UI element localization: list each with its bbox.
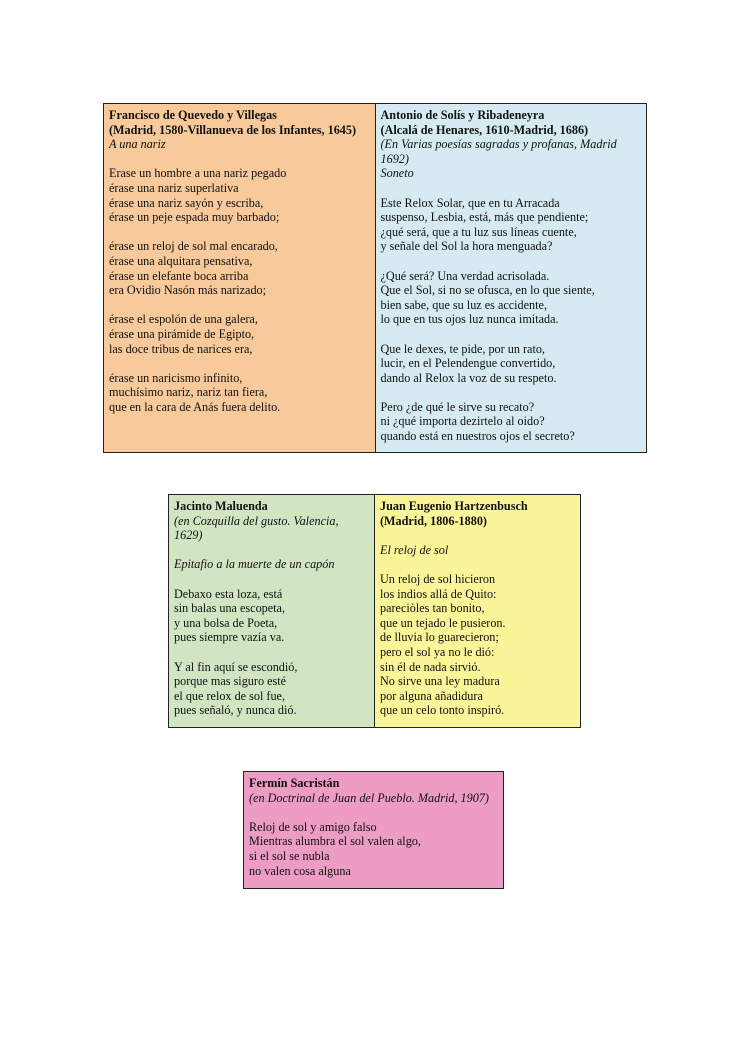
stanza [381,269,642,327]
verse-line: lo que en tus ojos luz nunca imitada. [380,312,559,327]
poem-sacristan [244,772,504,889]
stanza [381,342,642,386]
poem-verse [381,196,642,444]
verse-line: Debaxo esta loza, está [174,586,283,601]
poem-verse [109,166,370,414]
verse-line: sin balas una escopeta, [174,601,286,616]
poem-table-3 [243,771,504,889]
verse-line: Este Relox Solar, que en tu Arracada [380,195,560,210]
verse-line: que un celo tonto inspiró. [380,703,505,718]
verse-line: pues señaló, y nunca dió. [174,703,297,718]
poem-maluenda [169,495,375,728]
verse-line: pero el sol ya no le dió: [380,644,495,659]
verse-line: Y al fin aquí se escondió, [174,659,298,674]
verse-line: Mientras alumbra el sol valen algo, [249,834,421,849]
author-name: Jacinto Maluenda [174,499,268,513]
verse-line: no valen cosa alguna [249,863,351,878]
stanza [174,660,369,718]
verse-line: dando al Relox la voz de su respeto. [380,370,557,385]
poem-table-2 [168,494,581,728]
verse-line: érase el espolón de una galera, [109,312,258,327]
verse-line: que en la cara de Anás fuera delito. [109,399,281,414]
author-name: Juan Eugenio Hartzenbusch [380,499,528,513]
poem-verse [249,820,498,878]
poem-table-1 [103,103,647,453]
verse-line: suspenso, Lesbia, está, más que pendiente; [380,210,589,225]
verse-line: Que le dexes, te pide, por un rato, [380,341,545,356]
author-origin: (Alcalá de Henares, 1610-Madrid, 1686) [380,122,589,137]
verse-line: érase una nariz superlativa [109,180,239,195]
verse-line: érase una nariz sayón y escriba, [109,195,264,210]
verse-line: el que relox de sol fue, [174,688,286,703]
verse-line: si el sol se nubla [249,848,330,863]
poem-source: (en Doctrinal de Juan del Pueblo. Madrid, 1907) [249,790,489,805]
verse-line: quando está en nuestros ojos el secreto? [380,429,575,444]
poem-quevedo [104,104,376,453]
poem-source: (en Cozquilla del gusto. Valencia, 1629) [174,513,339,543]
verse-line: Pero ¿de qué le sirve su recato? [380,399,535,414]
author-origin: (Madrid, 1806-1880) [380,513,487,528]
poem-hartzenbusch [375,495,581,728]
stanza [381,400,642,444]
verse-line: érase una alquitara pensativa, [109,253,253,268]
author-name: Antonio de Solís y Ribadeneyra [380,108,545,122]
stanza [109,371,370,415]
verse-line: pues siempre vazía va. [174,630,285,645]
stanza [109,239,370,297]
verse-line: era Ovidio Nasón más narizado; [109,283,267,298]
verse-line: por alguna añadidura [380,688,483,703]
poem-title: El reloj de sol [380,542,449,557]
poem-verse [380,572,575,718]
verse-line: érase una pirámide de Egipto, [109,326,255,341]
verse-line: Erase un hombre a una nariz pegado [109,166,287,181]
verse-line: ¿qué será, que a tu luz sus líneas cuente, [380,224,577,239]
poem-verse [174,587,369,718]
stanza [109,166,370,224]
verse-line: ¿Qué será? Una verdad acrisolada. [380,268,550,283]
verse-line: Un reloj de sol hicieron [380,571,496,586]
stanza [380,572,575,718]
verse-line: muchísimo nariz, nariz tan fiera, [109,385,268,400]
verse-line: Que el Sol, si no se ofusca, en lo que siente, [380,283,595,298]
verse-line: lucir, en el Pelendengue convertido, [380,356,556,371]
stanza [109,312,370,356]
poem-title: A una nariz [109,137,166,152]
stanza [381,196,642,254]
verse-line: pareciòles tan bonito, [380,601,485,616]
poem-title: Soneto [380,166,414,181]
verse-line: érase un naricismo infinito, [109,370,243,385]
verse-line: érase un peje espada muy barbado; [109,210,280,225]
verse-line: ni ¿qué importa dezirtelo al oido? [380,414,545,429]
verse-line: que un tejado le pusieron. [380,615,506,630]
poem-solis [375,104,647,453]
stanza [249,820,498,878]
stanza [174,587,369,645]
verse-line: Reloj de sol y amigo falso [249,819,377,834]
verse-line: las doce tribus de narices era, [109,341,253,356]
verse-line: sin él de nada sirvió. [380,659,481,674]
poem-source: (En Varias poesías sagradas y profanas, Madrid 1692) [380,137,617,166]
verse-line: de lluvia lo guarecieron; [380,630,499,645]
author-name: Francisco de Quevedo y Villegas [109,108,277,122]
verse-line: los indios allá de Quito: [380,586,497,601]
verse-line: bien sabe, que su luz es accidente, [380,297,547,312]
author-origin: (Madrid, 1580-Villanueva de los Infantes, 1645) [109,122,357,137]
verse-line: érase un elefante boca arriba [109,268,249,283]
verse-line: No sirve una ley madura [380,674,500,689]
verse-line: érase un reloj de sol mal encarado, [109,239,278,254]
verse-line: y señale del Sol la hora menguada? [380,239,553,254]
poem-title: Epitafio a la muerte de un capón [174,557,335,572]
author-name: Fermín Sacristán [249,776,340,790]
verse-line: y una bolsa de Poeta, [174,615,278,630]
verse-line: porque mas siguro esté [174,674,287,689]
